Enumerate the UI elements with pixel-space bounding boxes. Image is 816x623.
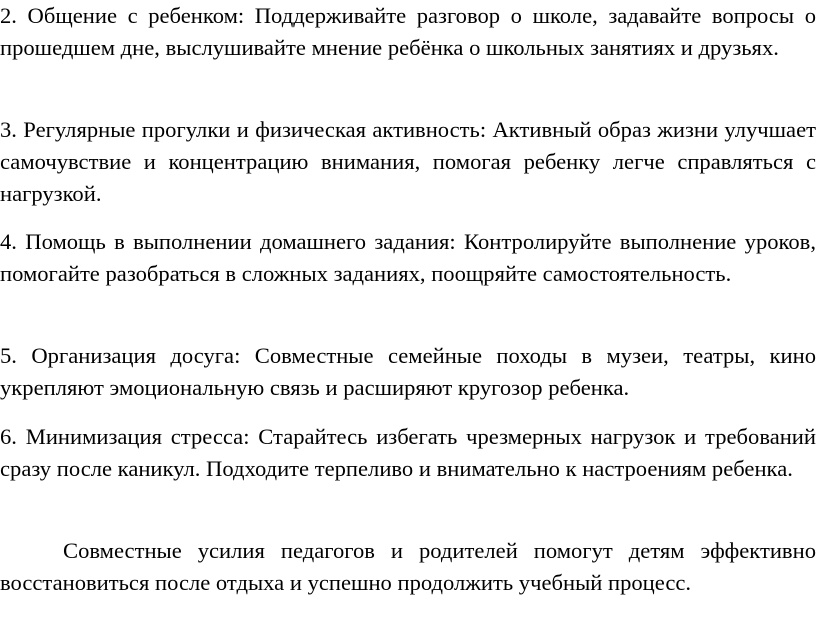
list-item-homework-help: 4. Помощь в выполнении домашнего задания: Контролируйте выполнение уроков, помогайте разобраться в сложных заданиях, поощряйте самостоятельность. — [0, 229, 816, 286]
conclusion-paragraph: Совместные усилия педагогов и родителей помогут детям эффективно восстановиться после отдыха и успешно продолжить учебный процесс. — [0, 538, 816, 595]
list-item-leisure: 5. Организация досуга: Совместные семейные походы в музеи, театры, кино укрепляют эмоциональную связь и расширяют кругозор ребенка. — [0, 343, 816, 400]
list-item-communication: 2. Общение с ребенком: Поддерживайте разговор о школе, задавайте вопросы о прошедшем дне, выслушивайте мнение ребёнка о школьных занятиях и друзьях. — [0, 3, 816, 60]
list-item-stress: 6. Минимизация стресса: Старайтесь избегать чрезмерных нагрузок и требований сразу после каникул. Подходите терпеливо и внимательно к настроениям ребенка. — [0, 424, 816, 481]
list-item-walks-activity: 3. Регулярные прогулки и физическая активность: Активный образ жизни улучшает самочувствие и концентрацию внимания, помогая ребенку легче справляться с нагрузкой. — [0, 117, 816, 206]
